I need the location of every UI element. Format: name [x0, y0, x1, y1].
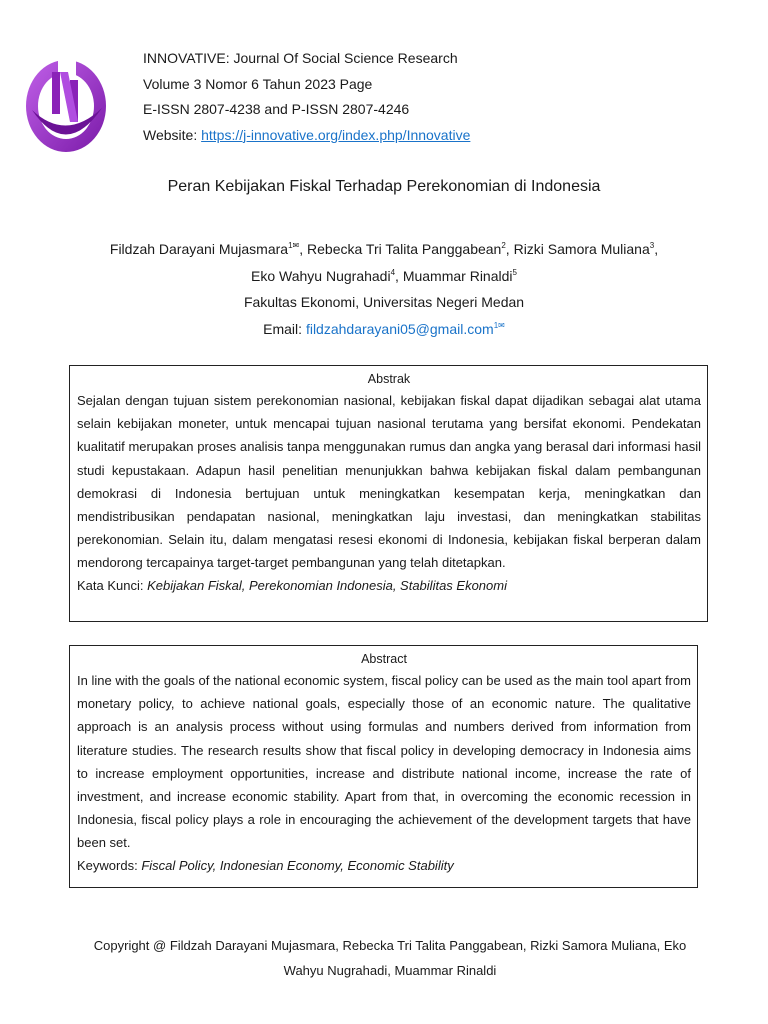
author-superscript: 1✉ [288, 241, 300, 250]
paper-title: Peran Kebijakan Fiskal Terhadap Perekonomian di Indonesia [167, 178, 601, 195]
email-superscript: 1✉ [493, 320, 505, 330]
keywords-label: Kata Kunci: [77, 577, 144, 593]
authors-line-1 [0, 236, 768, 263]
author-name: Muammar Rinaldi [402, 267, 513, 284]
abstract-heading: Abstract [361, 652, 407, 666]
journal-issn: E-ISSN 2807-4238 and P-ISSN 2807-4246 [143, 101, 410, 117]
abstrak-heading: Abstrak [367, 372, 411, 386]
journal-header [143, 46, 470, 148]
email-link[interactable]: fildzahdarayani05@gmail.com [305, 320, 494, 337]
abstract-box [69, 645, 698, 888]
authors-line-2 [0, 263, 768, 290]
author-superscript: 4 [390, 267, 396, 277]
author-separator: , [299, 241, 308, 257]
author-superscript: 5 [512, 267, 517, 277]
author-name: Rizki Samora Muliana [513, 241, 650, 257]
website-label: Website: [143, 126, 198, 143]
author-superscript: 2 [501, 241, 506, 250]
copyright-footer [60, 934, 720, 983]
abstract-keywords [77, 855, 691, 876]
copyright-line-1: Copyright @ Fildzah Darayani Mujasmara, Rebecka Tri Talita Panggabean, Rizki Samora Muliana, Eko [93, 938, 687, 953]
affiliation: Fakultas Ekonomi, Universitas Negeri Medan [243, 294, 525, 310]
author-name: Fildzah Darayani Mujasmara [109, 241, 289, 257]
journal-website [143, 123, 470, 149]
keywords-text: Kebijakan Fiskal, Perekonomian Indonesia, Stabilitas Ekonomi [147, 577, 507, 593]
journal-name: INNOVATIVE: Journal Of Social Science Research [143, 50, 458, 66]
author-name: Rebecka Tri Talita Panggabean [307, 241, 502, 257]
abstract-body: In line with the goals of the national economic system, fiscal policy can be used as the main tool apart from monetary policy, to achieve national goals, especially those of an economic nature. The qualitative approach is an analysis process without using formulas and numbers derived from information from literature studies. The research results show that fiscal policy in developing democracy in Indonesia aims to increase employment opportunities, increase and distribute national income, increase the rate of investment, and increase economic stability. Apart from that, in overcoming the economic recession in Indonesia, fiscal policy plays a role in encouraging the achievement of the development targets that have been set. [77, 673, 691, 851]
author-separator: , [654, 241, 659, 257]
email-label: Email: [263, 320, 303, 337]
abstrak-body: Sejalan dengan tujuan sistem perekonomian nasional, kebijakan fiskal dapat dijadikan sebagai alat utama selain kebijakan moneter, untuk mencapai tujuan nasional terutama yang bersifat ekonomi. Pendekatan kualitatif merupakan proses analisis tanpa menggunakan rumus dan angka yang berasal dari informasi hasil studi kepustakaan. Adapun hasil penelitian menunjukkan bahwa kebijakan fiskal dalam pembangunan demokrasi di Indonesia bertujuan untuk meningkatkan kesempatan kerja, meningkatkan dan mendistribusikan pendapatan nasional, meningkatkan laju investasi, dan meningkatkan stabilitas perekonomian. Selain itu, dalam mengatasi resesi ekonomi di Indonesia, kebijakan fiskal berperan dalam mendorong tercapainya target-target pembangunan yang telah ditetapkan. [77, 393, 701, 571]
keywords-label: Keywords: [77, 857, 138, 873]
journal-logo [22, 50, 110, 158]
author-superscript: 3 [649, 241, 655, 250]
website-link[interactable]: https://j-innovative.org/index.php/Innovative [201, 126, 471, 143]
email-line [0, 316, 768, 343]
abstrak-keywords [77, 575, 701, 596]
author-separator: , [395, 267, 403, 284]
author-name: Eko Wahyu Nugrahadi [251, 267, 391, 284]
keywords-text: Fiscal Policy, Indonesian Economy, Economic Stability [141, 857, 454, 873]
author-block [0, 236, 768, 342]
abstrak-box [69, 365, 708, 622]
journal-volume: Volume 3 Nomor 6 Tahun 2023 Page [143, 75, 373, 92]
author-separator: , [505, 241, 514, 257]
copyright-line-2: Wahyu Nugrahadi, Muammar Rinaldi [283, 962, 497, 978]
